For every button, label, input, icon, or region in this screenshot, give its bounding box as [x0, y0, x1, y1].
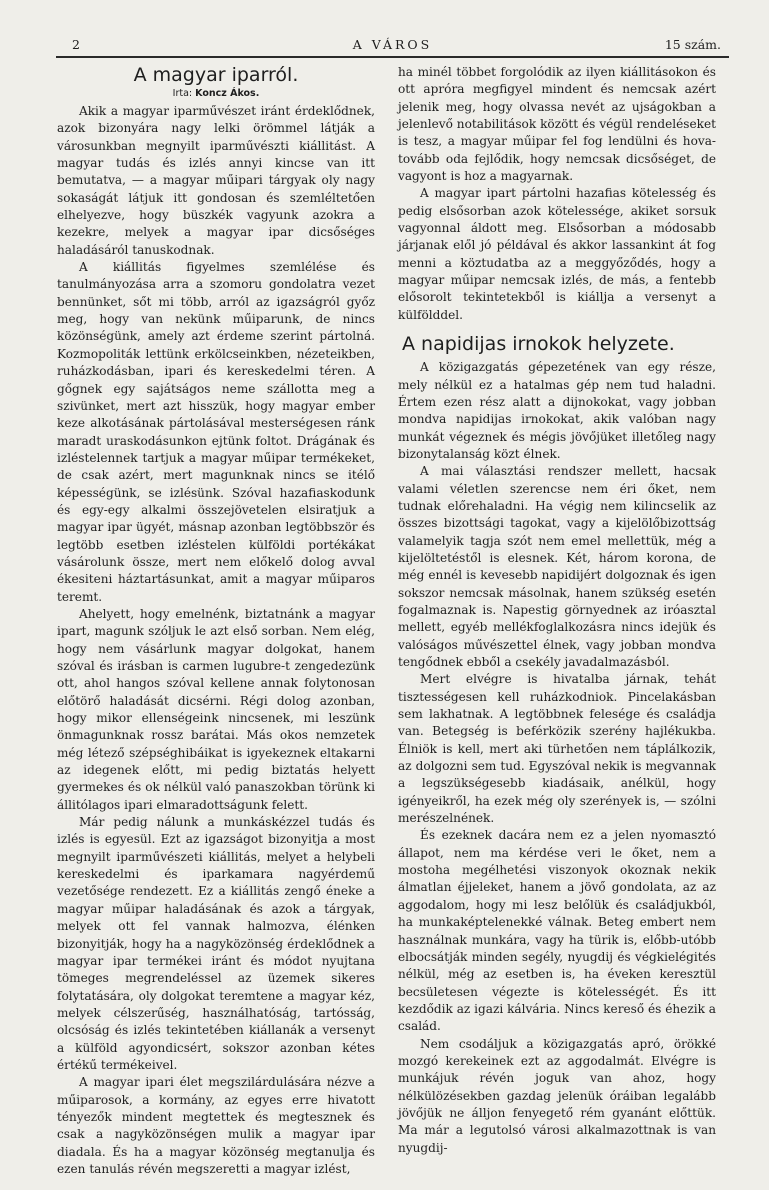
author-name: Koncz Ákos.	[195, 88, 260, 99]
issue-number: 15 szám.	[664, 37, 721, 52]
article-paragraph: Már pedig nálunk a munkáskézzel tudás és izlés is egyesül. Ezt az igazságot bizonyitja a most megnyilt iparművészeti kiállitás, melyet a helybeli kereskedelmi és iparkamara nagyérdemű vezetősége rendezett. Ez a kiállitás zengő éneke a magyar műipar haladásának és azok a tárgyak, melyek ott fel vannak halmozva, élénken bizonyitják, hogy ha a nagyközönség érdeklődnek a magyar ipar termékei iránt és módot nyujtana tömeges megrendeléssel az üzemek sikeres folytatására, oly dolgokat teremtene a magyar kéz, melyek célszerűség, használhatóság, tartósság, olcsóság és izlés tekintetében kiállanák a versenyt a külföld agyondicsért, sokszor azonban kétes értékű termékeivel.	[57, 815, 375, 1072]
article-paragraph: A kiállitás figyelmes szemlélése és tanulmányozása arra a szomoru gondolatra vezet bennünket, sőt mi több, arról az igazságról győz meg, hogy van nekünk műiparunk, de nincs közönségünk, amely azt érdeme szerint pártolná. Kozmopoliták lettünk erkölcseinkben, nézeteikben, ruházkodásban, ipari és kereskedelmi téren. A gőgnek egy sajátságos neme szállotta meg a szivünket, mert azt hisszük, hogy magyar ember keze alkotásának pártolásával mesterségesen ránk maradt uraskodásunkon ejtünk foltot. Drágának és izléstelennek tartjuk a magyar műipar termékeket, de csak azért, mert magunknak nincs se itélő képességünk, se izlésünk. Szóval hazafiaskodunk és egy-egy alkalmi összejövetelen elsiratjuk a magyar ipar ügyét, másnap azonban legtöbbször és legtöbb esetben izléstelen külföldi portékákat vásárolunk össze, mert nem előkelő dolog avval ékesiteni háztartásunkat, amit a magyar műiparos teremt.	[57, 260, 375, 604]
left-column	[57, 64, 375, 1178]
byline	[57, 87, 375, 101]
article-paragraph: A közigazgatás gépezetének van egy része, mely nélkül ez a hatalmas gép nem tud haladni. Értem ezen rész alatt a dijnokokat, vagy jobban mondva napidijas irnokokat, akik valóban nagy munkát végeznek és mégis jövőjüket illetőleg nagy bizonytalanság közt élnek.	[398, 360, 716, 461]
right-column	[398, 64, 716, 1157]
article-paragraph: Nem csodáljuk a közigazgatás apró, örökké mozgó kerekeinek ezt az aggodalmát. Elvégre is munkájuk révén joguk van ahoz, hogy nélkülözésekben gazdag jelenük óráiban legalább jövőjük ne álljon fenyegető rém gyanánt előttük. Ma már a legutolsó városi alkalmazottnak is van nyugdij-	[398, 1036, 716, 1155]
page-header	[56, 34, 729, 58]
article-paragraph: És ezeknek dacára nem ez a jelen nyomasztó állapot, nem ma kérdése veri le őket, nem a mostoha megélhetési viszonyok okoznak nekik álmatlan éjjeleket, hanem a jövő gondolata, az az aggodalom, hogy mi lesz belőlük és családjukból, ha munkaképtelenekké válnak. Beteg embert nem használnak munkára, vagy ha türik is, előbb-utóbb elbocsátják minden segély, nyugdij és végkielégités nélkül, még az esetben is, ha éveken keresztül becsületesen végezte is kötelességét. És itt kezdődik az igazi kálvária. Nincs kereső és éhezik a család.	[398, 828, 716, 1034]
article-paragraph: A mai választási rendszer mellett, hacsak valami véletlen szerencse nem éri őket, nem tudnak előrehaladni. Ha végig nem kilincselik az összes bizottsági tagokat, vagy a kijelölőbizottság valamelyik tagja szót nem emel mellettük, még a kijelöltetéstől is elesnek. Két, három korona, de még ennél is kevesebb napidijért dolgoznak és igen sokszor nemcsak másolnak, hanem szükség esetén fogalmaznak is. Napestig görnyednek az iróasztal mellett, egyéb mellékfoglalkozásra nincs idejük és valóságos művészettel élnek, vagy jobban mondva tengődnek ebből a csekély javadalmazásból.	[398, 464, 716, 669]
article-paragraph: A magyar ipari élet megszilárdulására nézve a műiparosok, a kormány, az egyes erre hivatott tényezők mindent megtettek és megtesznek és csak a nagyközönségen mulik a magyar ipar diadala. És ha a magyar közönség megtanulja és ezen tanulás révén megszeretti a magyar izlést,	[57, 1075, 375, 1176]
publication-title: A VÁROS	[352, 37, 433, 52]
article-paragraph: Mert elvégre is hivatalba járnak, tehát tisztességesen kell ruházkodniok. Pincelakásban sem lakhatnak. A legtöbbnek felesége és családja van. Betegség is beférközik szerény hajlékukba. Élniök is kell, mert aki türhetően nem táplálkozik, az dolgozni sem tud. Egyszóval nekik is megvannak a legszükségesebb kiadásaik, anélkül, hogy igényeikről, ha ezek még oly szerények is, — szólni merészelnének.	[398, 672, 716, 826]
article-paragraph: Ahelyett, hogy emelnénk, biztatnánk a magyar ipart, magunk szóljuk le azt első sorban. Nem elég, hogy nem vásárlunk magyar dolgokat, hanem szóval és irásban is carmen lugubre-t zengedezünk ott, ahol hangos szóval kellene annak folytonosan előtörő haladását dicsérni. Régi dolog azonban, hogy mikor ellenségeink nincsenek, mi leszünk önmagunknak rossz barátai. Más okos nemzetek még létező szépséghibáikat is igyekeznek eltakarni az idegenek előtt, mi pedig biztatás helyett gyermekes és ok nélkül való panaszokban törünk ki állitólagos ipari elmaradottságunk felett.	[57, 606, 375, 812]
page-number: 2	[72, 37, 80, 52]
article-paragraph: Akik a magyar iparművészet iránt érdeklődnek, azok bizonyára nagy lelki örömmel látják a városunkban megnyilt iparművészti kiállitást. A magyar tudás és izlés annyi kincse van itt bemutatva, — a magyar műipari tárgyak oly nagy sokaságát látjuk itt gondosan és szemléltetően elhelyezve, hogy büszkék vagyunk azokra a kezekre, melyek a magyar ipar dicsőséges haladásáról tanuskodnak.	[57, 104, 375, 257]
byline-label: Irta:	[172, 88, 193, 99]
article-paragraph-continued: A magyar ipart pártolni hazafias kötelesség és pedig elsősorban azok kötelessége, akiket sorsuk vagyonnal áldott meg. Elsősorban a módosabb járjanak elől jó példával és akkor lassankint át fog menni a köztudatba az a meggyőződés, hogy a magyar műipar nemcsak izlés, de más, a fentebb elősorolt tekintetekből is kiállja a versenyt a külfölddel.	[398, 186, 716, 322]
article-title: A magyar iparról.	[133, 64, 299, 86]
article-paragraph-continued: ha minél többet forgolódik az ilyen kiállitásokon és ott apróra megfigyel mindent és nemcsak azért jelenik meg, hogy olvassa nevét az ujságokban a jelenlevő notabilitások között és végül rendeléseket is tesz, a magyar műipar fel fog lendülni és hova-tovább oda fejlődik, hogy nemcsak dicsőséget, de vagyont is hoz a magyarnak.	[398, 65, 716, 184]
article-title: A napidijas irnokok helyzete.	[402, 333, 675, 356]
